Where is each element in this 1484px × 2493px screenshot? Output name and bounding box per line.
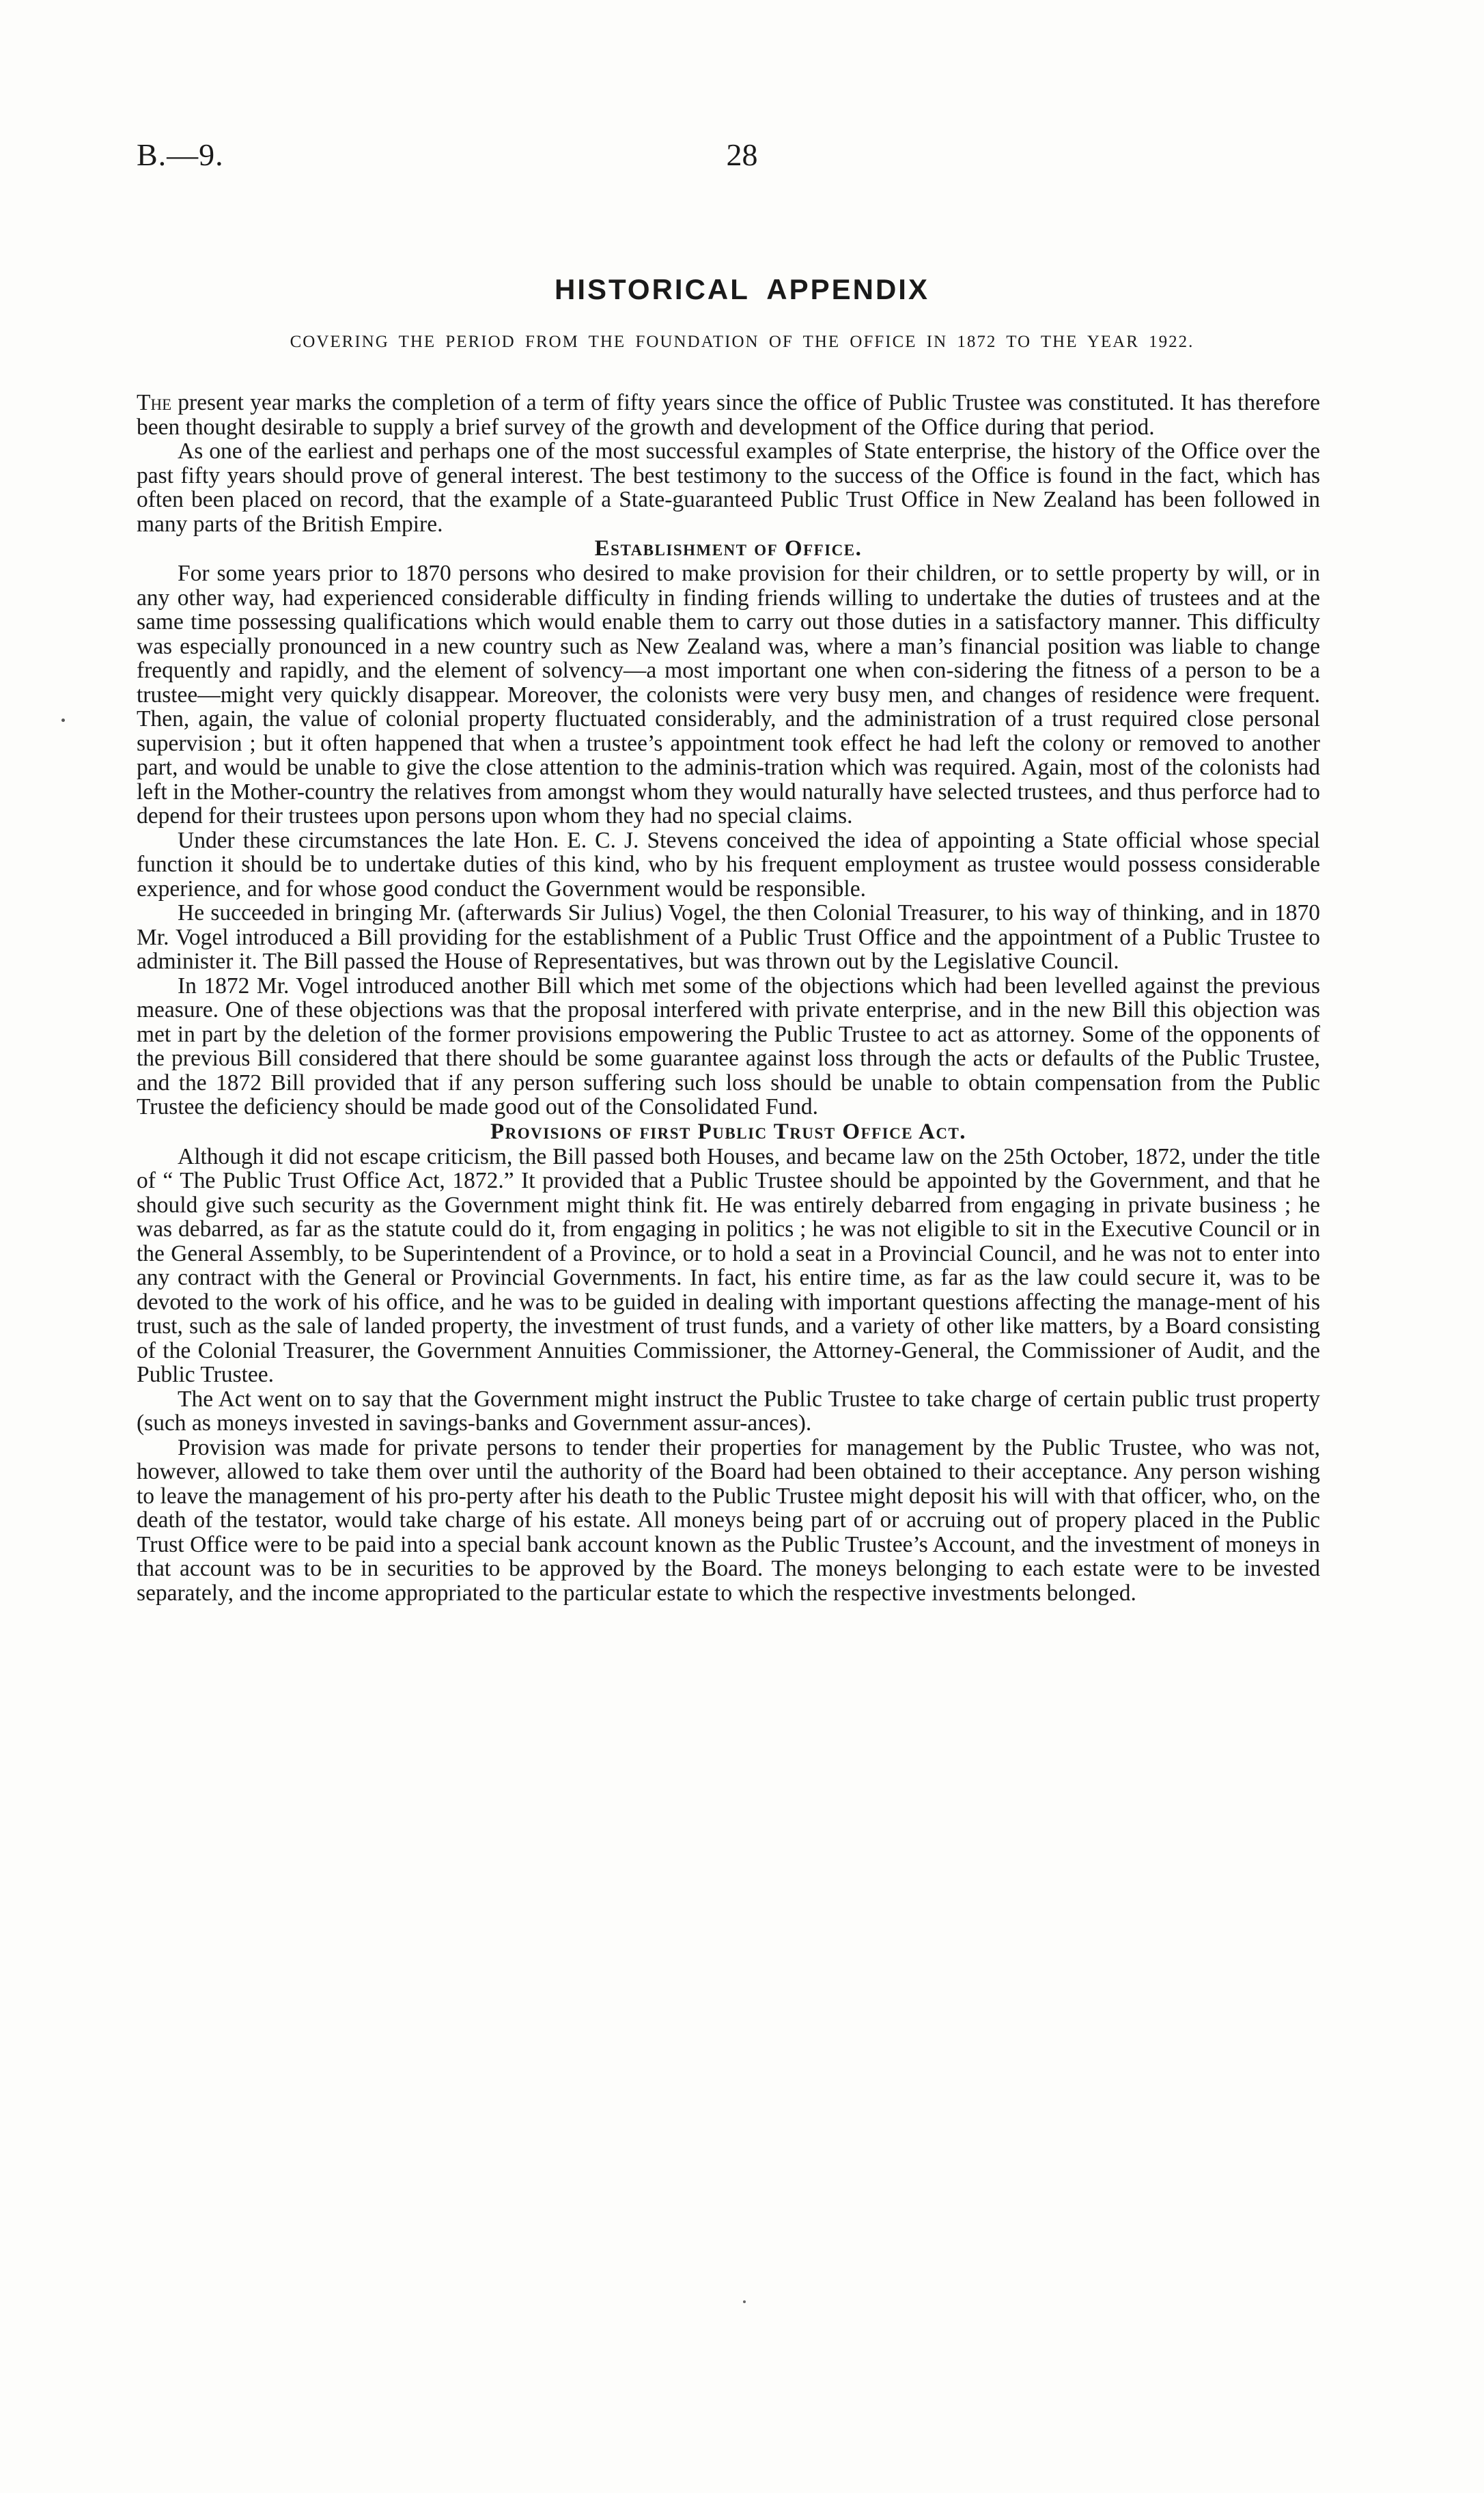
provisions-paragraph-3: Provision was made for private persons to tender their properties for management by the Public Trustee, who was not, however, allowed to take them over until the authority of the Board had been obtained to their acceptance. Any person wishing to leave the management of his pro-perty after his death to the Public Trustee might deposit his will with that officer, who, on the death of the testator, would take charge of his estate. All moneys being part of or accruing out of propery placed in the Public Trust Office were to be paid into a special bank account known as the Public Trustee’s Account, and the investment of moneys in that account was to be in securities to be approved by the Board. The moneys belonging to each estate were to be invested separately, and the income appropriated to the particular estate to which the respective investments belonged. [137, 1434, 1320, 1606]
intro-paragraph-1-text: present year marks the completion of a term of fifty years since the office of Public Trustee was constituted. It has therefore been thought desirable to supply a brief survey of the growth and development of the Office during that period. [137, 390, 1320, 440]
document-subtitle: COVERING THE PERIOD FROM THE FOUNDATION OF THE OFFICE IN 1872 TO THE YEAR 1922. [290, 333, 1194, 351]
intro-lead-word: The [137, 390, 172, 415]
establishment-paragraph-4: In 1872 Mr. Vogel introduced another Bill which met some of the objections which had been levelled against the previous measure. One of these objections was that the proposal interfered with private enterprise, and in the new Bill this objection was met in part by the deletion of the former provisions empowering the Public Trustee to act as attorney. Some of the opponents of the previous Bill considered that there should be some guarantee against loss through the acts or defaults of the Public Trustee, and the 1872 Bill provided that if any person suffering such loss should be unable to obtain compensation from the Public Trustee the deficiency should be made good out of the Consolidated Fund. [137, 973, 1320, 1119]
provisions-paragraph-2: The Act went on to say that the Government might instruct the Public Trustee to take charge of certain public trust property (such as moneys invested in savings-banks and Government assur-ances). [137, 1386, 1320, 1436]
page-number: 28 [726, 137, 758, 172]
intro-paragraph-1 [137, 391, 1320, 439]
provisions-paragraph-1: Although it did not escape criticism, the Bill passed both Houses, and became law on the 25th October, 1872, under the title of “ The Public Trust Office Act, 1872.” It provided that a Public Trustee should be appointed by the Government, and that he should give such security as the Government might think fit. He was entirely debarred from engaging in private business ; he was debarred, as far as the statute could do it, from engaging in politics ; he was not eligible to sit in the Executive Council or in the General Assembly, to be Superintendent of a Province, or to hold a seat in a Provincial Council, and he was not to enter into any contract with the General or Provincial Governments. In fact, his entire time, as far as the law could secure it, was to be devoted to the work of his office, and he was to be guided in dealing with important questions affecting the manage-ment of his trust, such as the sale of landed property, the investment of trust funds, and a variety of other like matters, by a Board consisting of the Colonial Treasurer, the Government Annuities Commissioner, the Attorney-General, the Commissioner of Audit, and the Public Trustee. [137, 1143, 1320, 1387]
section-heading-establishment: Establishment of Office. [594, 536, 863, 561]
establishment-paragraph-3: He succeeded in bringing Mr. (afterwards Sir Julius) Vogel, the then Colonial Treasurer, to his way of thinking, and in 1870 Mr. Vogel introduced a Bill providing for the establishment of a Public Trust Office and the appointment of a Public Trustee to administer it. The Bill passed the House of Representatives, but was thrown out by the Legislative Council. [137, 900, 1320, 974]
document-title: HISTORICAL APPENDIX [555, 273, 929, 305]
section-heading-provisions: Provisions of first Public Trust Office Act. [490, 1119, 967, 1144]
page-header [137, 137, 1347, 184]
intro-paragraph-2: As one of the earliest and perhaps one of the most successful examples of State enterprise, the history of the Office over the past fifty years should prove of general interest. The best testimony to the success of the Office is found in the fact, which has often been placed on record, that the example of a State-guaranteed Public Trust Office in New Zealand has been followed in many parts of the British Empire. [137, 438, 1320, 537]
body-text [137, 391, 1320, 1605]
margin-speck [61, 719, 65, 722]
establishment-paragraph-1: For some years prior to 1870 persons who desired to make provision for their children, or to settle property by will, or in any other way, had experienced considerable difficulty in finding friends willing to undertake the duties of trustees and at the same time possessing qualifications which would enable them to carry out those duties in a satisfactory manner. This difficulty was especially pronounced in a new country such as New Zealand was, where a man’s financial position was liable to change frequently and rapidly, and the element of solvency—a most important one when con-sidering the fitness of a person to be a trustee—might very quickly disappear. Moreover, the colonists were very busy men, and changes of residence were frequent. Then, again, the value of colonial property fluctuated considerably, and the administration of a trust required close personal supervision ; but it often happened that when a trustee’s appointment took effect he had left the colony or removed to another part, and would be unable to give the close attention to the adminis-tration which was required. Again, most of the colonists had left in the Mother-country the relatives from amongst whom they would naturally have selected trustees, and thus perforce had to depend for their trustees upon persons upon whom they had no special claims. [137, 561, 1320, 828]
document-reference: B.—9. [137, 137, 224, 172]
establishment-paragraph-2: Under these circumstances the late Hon. E. C. J. Stevens conceived the idea of appointing a State official whose special function it should be to undertake duties of this kind, who by his frequent employment as trustee would possess considerable experience, and for whose good conduct the Government would be responsible. [137, 827, 1320, 902]
bottom-speck [743, 2300, 746, 2303]
